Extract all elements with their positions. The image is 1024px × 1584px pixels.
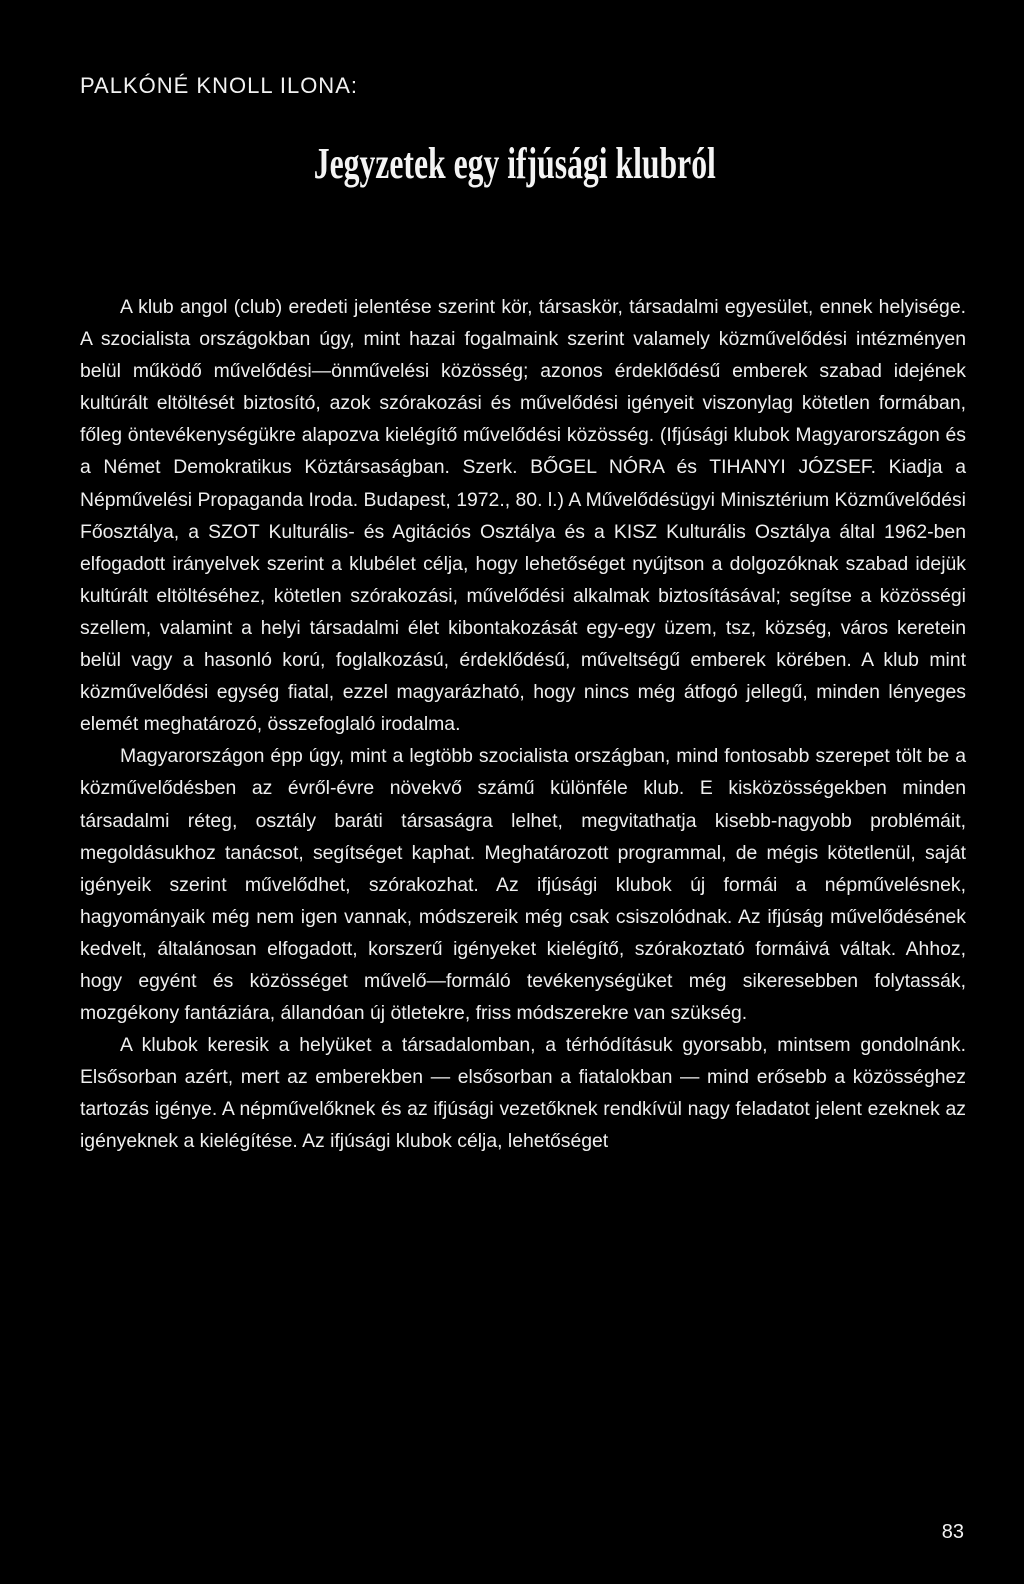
paragraph: A klubok keresik a helyüket a társadalomban, a térhódításuk gyorsabb, mintsem gondolnánk. Elsősorban azért, mert az emberekben — elsősorban a fiatalokban — mind erősebb a közösséghez tartozás igénye. A népművelőknek és az ifjúsági vezetőknek rendkívül nagy feladatot jelent ezeknek az igényeknek a kielégítése. Az ifjúsági klubok célja, lehetőséget (80, 1034, 966, 1153)
author-name: PALKÓNÉ KNOLL ILONA: (80, 73, 358, 98)
article-title: Jegyzetek egy ifjúsági klubról (313, 139, 716, 188)
paragraph: Magyarországon épp úgy, mint a legtöbb szocialista országban, mind fontosabb szerepet tölt be a közművelődésben az évről-évre növekvő számű különféle klub. E kisközösségekben minden társadalmi réteg, osztály baráti társaságra lelhet, megvitathatja kisebb-nagyobb problémáit, megoldásukhoz tanácsot, segítséget kaphat. Meghatározott programmal, de mégis kötetlenül, saját igényeik szerint művelődhet, szórakozhat. Az ifjúsági klubok új formái a népművelésnek, hagyományaik még nem igen vannak, módszereik még csak csiszolódnak. Az ifjúság művelődésének kedvelt, általánosan elfogadott, korszerű igényeket kielégítő, szórakoztató formáivá váltak. Ahhoz, hogy egyént és közösséget művelő—formáló tevékenységüket még sikeresebben folytassák, mozgékony fantáziára, állandóan új ötletekre, friss módszerekre van szükség. (80, 745, 966, 1025)
article-body (80, 291, 966, 1158)
page-number: 83 (941, 1521, 964, 1543)
paragraph: A klub angol (club) eredeti jelentése szerint kör, társaskör, társadalmi egyesület, ennek helyisége. A szocialista országokban úgy, mint hazai fogalmaink szerint valamely közművelődési intézményen belül működő művelődési—önművelési közösség; azonos érdeklődésű emberek szabad idejének kultúrált eltöltését biztosító, azok szórakozási és művelődési igényeit viszonylag kötetlen formában, főleg öntevékenységükre alapozva kielégítő művelődési közösség. (Ifjúsági klubok Magyarországon és a Német Demokratikus Köztársaságban. Szerk. BŐGEL NÓRA és TIHANYI JÓZSEF. Kiadja a Népművelési Propaganda Iroda. Budapest, 1972., 80. l.) A Művelődésügyi Minisztérium Közművelődési Főosztálya, a SZOT Kulturális- és Agitációs Osztálya és a KISZ Kulturális Osztálya által 1962-ben elfogadott irányelvek szerint a klubélet célja, hogy lehetőséget nyújtson a dolgozóknak szabad idejük kultúrált eltöltéséhez, kötetlen szórakozási, művelődési alkalmak biztosításával; segítse a közösségi szellem, valamint a helyi társadalmi élet kibontakozását egy-egy üzem, tsz, község, város keretein belül vagy a hasonló korú, foglalkozású, érdeklődésű, műveltségű emberek körében. A klub mint közművelődési egység fiatal, ezzel magyarázható, hogy nincs még átfogó jellegű, minden lényeges elemét meghatározó, összefoglaló irodalma. (80, 296, 966, 736)
